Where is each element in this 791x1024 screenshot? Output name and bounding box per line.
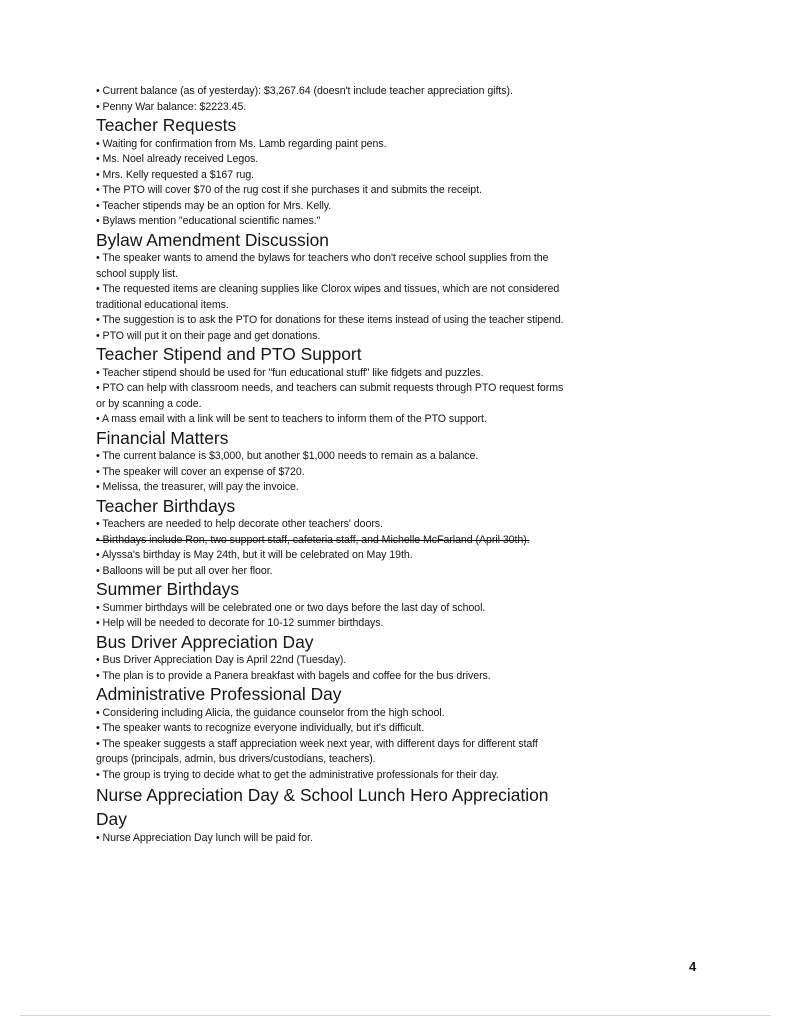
list-item: • PTO will put it on their page and get donations. bbox=[96, 329, 321, 342]
heading-teacher-stipend: Teacher Stipend and PTO Support bbox=[96, 344, 362, 364]
list-item: • Summer birthdays will be celebrated one or two days before the last day of school. bbox=[96, 601, 486, 614]
list-item: • Waiting for confirmation from Ms. Lamb regarding paint pens. bbox=[96, 137, 387, 150]
list-item: • Alyssa's birthday is May 24th, but it will be celebrated on May 19th. bbox=[96, 549, 413, 561]
list-item: • Bus Driver Appreciation Day is April 22nd (Tuesday). bbox=[96, 654, 347, 666]
heading-summer-birthdays: Summer Birthdays bbox=[96, 579, 240, 599]
list-item: • Mrs. Kelly requested a $167 rug. bbox=[96, 168, 255, 181]
intro-penny-war-balance: • Penny War balance: $2223.45. bbox=[96, 100, 247, 113]
list-item: • Bylaws mention "educational scientific names." bbox=[96, 215, 321, 227]
heading-teacher-requests: Teacher Requests bbox=[96, 115, 237, 135]
list-item: • Balloons will be put all over her floor. bbox=[96, 564, 273, 577]
heading-admin-professional-day: Administrative Professional Day bbox=[96, 684, 342, 704]
list-item: • Teacher stipend should be used for "fun educational stuff" like fidgets and puzzles. bbox=[96, 366, 484, 379]
list-item: • The current balance is $3,000, but another $1,000 needs to remain as a balance. bbox=[96, 450, 479, 462]
list-item: • Melissa, the treasurer, will pay the invoice. bbox=[96, 481, 299, 493]
list-item: • The group is trying to decide what to get the administrative professionals for their day. bbox=[96, 768, 499, 781]
heading-nurse-lunch-hero-day: Nurse Appreciation Day & School Lunch Hero Appreciation Day bbox=[96, 785, 549, 829]
heading-financial-matters: Financial Matters bbox=[96, 427, 229, 448]
list-item: • Ms. Noel already received Legos. bbox=[96, 153, 259, 165]
list-item: • Birthdays include Ron, two support staff, cafeteria staff, and Michelle McFarland (April 30th). bbox=[96, 533, 530, 546]
list-item: • Nurse Appreciation Day lunch will be paid for. bbox=[96, 832, 313, 844]
list-item: • The speaker wants to amend the bylaws for teachers who don't receive school supplies from the school supply list. bbox=[96, 252, 549, 280]
heading-teacher-birthdays: Teacher Birthdays bbox=[96, 495, 236, 516]
list-item: • The speaker will cover an expense of $720. bbox=[96, 465, 305, 478]
list-item: • Considering including Alicia, the guidance counselor from the high school. bbox=[96, 706, 445, 719]
list-item: • The speaker wants to recognize everyone individually, but it's difficult. bbox=[96, 722, 425, 734]
intro-current-balance: • Current balance (as of yesterday): $3,267.64 (doesn't include teacher appreciation gifts). bbox=[96, 85, 513, 97]
list-item: • Help will be needed to decorate for 10-12 summer birthdays. bbox=[96, 617, 384, 629]
list-item: • A mass email with a link will be sent to teachers to inform them of the PTO support. bbox=[96, 413, 487, 425]
heading-bylaw-amendment: Bylaw Amendment Discussion bbox=[96, 229, 329, 250]
list-item: • The requested items are cleaning supplies like Clorox wipes and tissues, which are not considered traditional educational items. bbox=[96, 283, 560, 311]
list-item: • Teachers are needed to help decorate other teachers' doors. bbox=[96, 518, 383, 530]
heading-bus-driver-day: Bus Driver Appreciation Day bbox=[96, 631, 314, 652]
list-item: • The plan is to provide a Panera breakfast with bagels and coffee for the bus drivers. bbox=[96, 669, 491, 682]
list-item: • The PTO will cover $70 of the rug cost if she purchases it and submits the receipt. bbox=[96, 184, 482, 196]
page-number: 4 bbox=[689, 959, 697, 974]
list-item: • The speaker suggests a staff appreciation week next year, with different days for different staff groups (principals, admin, bus drivers/custodians, teachers). bbox=[96, 737, 538, 765]
list-item: • The suggestion is to ask the PTO for donations for these items instead of using the teacher stipend. bbox=[96, 314, 564, 326]
document-body bbox=[96, 84, 566, 847]
page-edge-divider bbox=[20, 1015, 771, 1016]
list-item: • PTO can help with classroom needs, and teachers can submit requests through PTO request forms or by scanning a code. bbox=[96, 382, 564, 410]
list-item: • Teacher stipends may be an option for Mrs. Kelly. bbox=[96, 199, 332, 212]
